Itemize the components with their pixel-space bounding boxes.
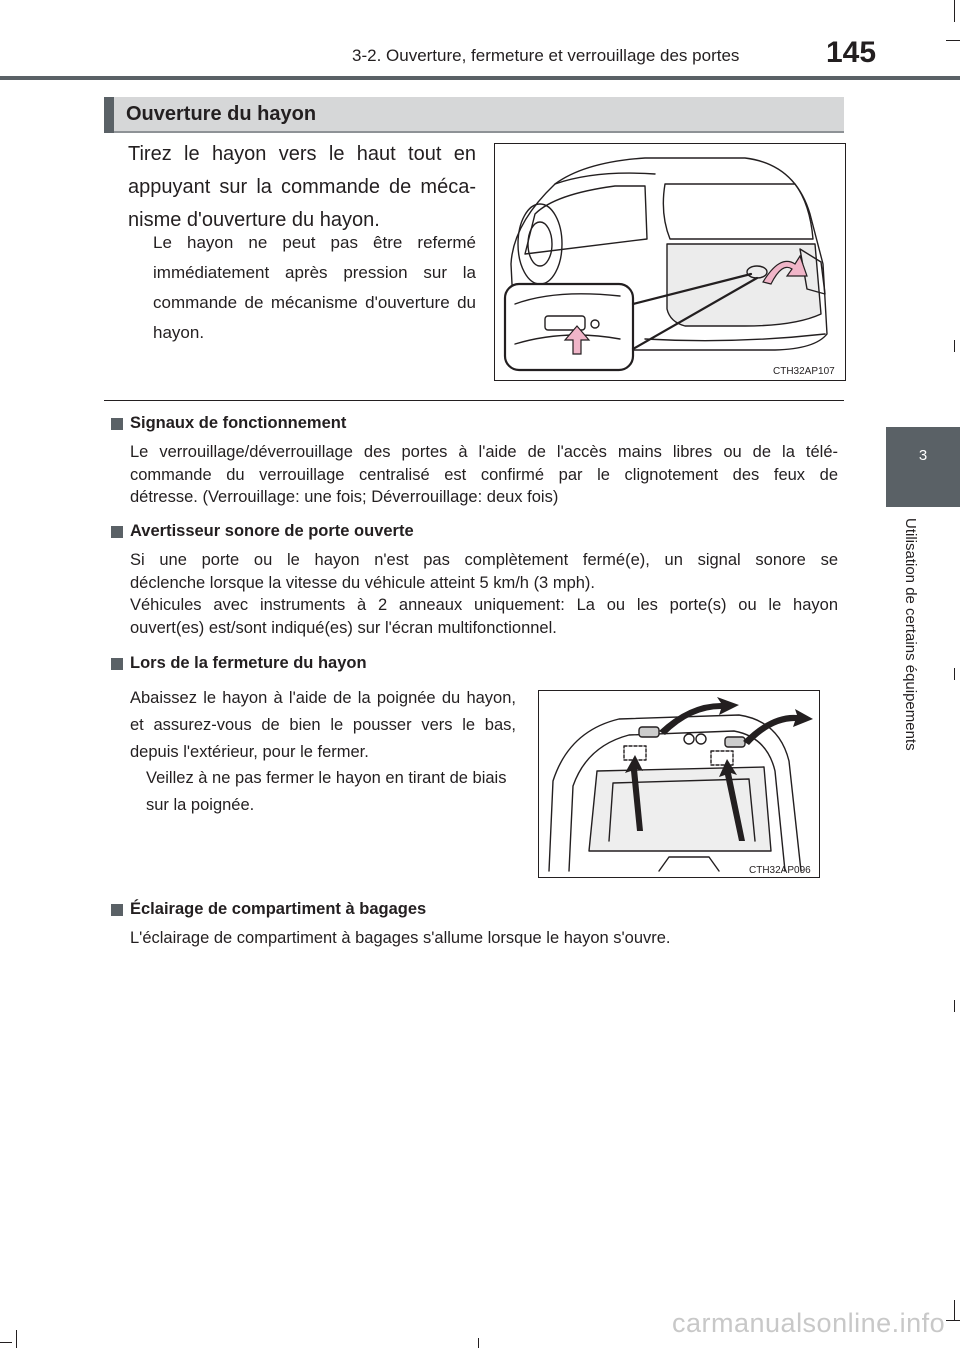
crop-mark (954, 668, 955, 680)
chapter-tab-label: Utilisation de certains équipements (902, 518, 919, 751)
chapter-tab-number: 3 (918, 447, 928, 464)
page-number: 145 (826, 36, 877, 69)
crop-mark (954, 0, 955, 22)
crop-mark (946, 40, 960, 41)
subsection-note: Veillez à ne pas fermer le hayon en tirant de biais sur la poignée. (146, 769, 507, 814)
bullet-square-icon (111, 526, 123, 538)
bullet-square-icon (111, 658, 123, 670)
bullet-square-icon (111, 904, 123, 916)
chapter-tab (886, 427, 960, 507)
chapter-title: 3-2. Ouverture, fermeture et verrouillage des portes (352, 46, 740, 65)
section-title: Ouverture du hayon (126, 103, 317, 125)
watermark: carmanualsonline.info (672, 1308, 946, 1338)
figure-code: CTH32AP107 (773, 366, 835, 377)
crop-mark (478, 1338, 479, 1348)
subsection-text: Le verrouillage/déverrouillage des portes à l'aide de l'accès mains libres ou de la télé- commande du verrouillage centralisé est confirmé par le clignotement des feux de détresse. (Verrouillage: une fois; Déverrouillage: deux fois) (130, 443, 838, 506)
subsection-title: Lors de la fermeture du hayon (130, 654, 367, 672)
tailgate-close-figure (538, 690, 820, 878)
tailgate-close-illustration (539, 691, 819, 877)
figure-code: CTH32AP096 (749, 865, 811, 876)
subsection-text: Abaissez le hayon à l'aide de la poignée du hayon, et assurez-vous de bien le pousser vers le bas, depuis l'extérieur, pour le fermer. (130, 689, 516, 761)
crop-mark (954, 1300, 955, 1320)
section-divider (104, 400, 844, 401)
tailgate-open-figure (494, 143, 846, 381)
section-instruction: Tirez le hayon vers le haut tout en appuyant sur la commande de méca-nisme d'ouverture du hayon. (128, 143, 476, 231)
section-note: Le hayon ne peut pas être refermé immédiatement après pression sur la commande de mécanisme d'ouverture du hayon. (153, 233, 476, 342)
crop-mark (954, 340, 955, 352)
bullet-square-icon (111, 418, 123, 430)
crop-mark (946, 1320, 960, 1321)
subsection-title: Avertisseur sonore de porte ouverte (130, 522, 414, 540)
crop-mark (954, 1000, 955, 1012)
tailgate-open-illustration (495, 144, 845, 380)
crop-mark (16, 1330, 17, 1348)
subsection-text: Si une porte ou le hayon n'est pas complètement fermé(e), un signal sonore se déclenche lorsque la vitesse du véhicule atteint 5 km/h (3 mph). Véhicules avec instruments à 2 anneaux uniquement: La ou les porte(s) ou le hayon ouvert(es) est/sont indiqué(es) sur l'écran multifonctionnel. (130, 551, 838, 637)
subsection-title: Signaux de fonctionnement (130, 414, 347, 432)
section-heading-marker (104, 97, 114, 133)
crop-mark (0, 1342, 12, 1343)
subsection-text: L'éclairage de compartiment à bagages s'allume lorsque le hayon s'ouvre. (130, 929, 671, 947)
subsection-title: Éclairage de compartiment à bagages (130, 900, 427, 918)
header-rule (0, 76, 960, 80)
